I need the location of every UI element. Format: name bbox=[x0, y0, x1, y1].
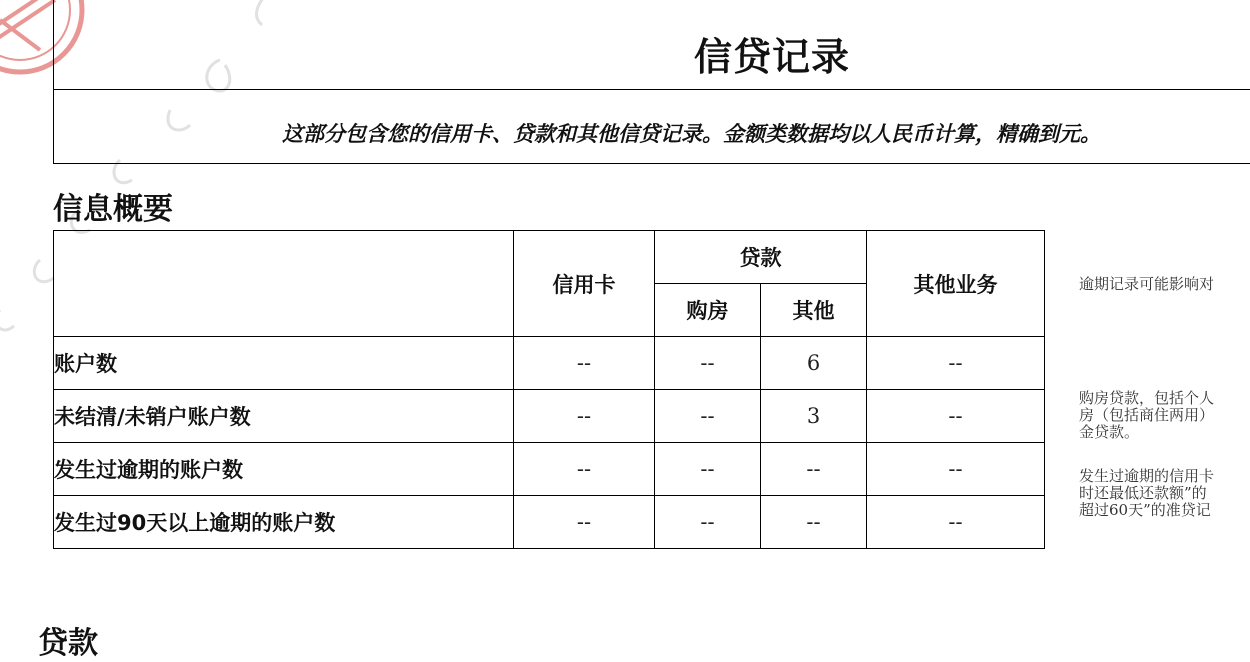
col-loan-housing: 购房 bbox=[655, 284, 761, 337]
cell-credit-card: -- bbox=[514, 496, 655, 549]
cell-credit-card: -- bbox=[514, 337, 655, 390]
header-description: 这部分包含您的信用卡、贷款和其他信贷记录。金额类数据均以人民币计算，精确到元。 bbox=[282, 121, 1101, 146]
note-housing-loan bbox=[1079, 390, 1250, 441]
header-blank-cell bbox=[54, 231, 514, 337]
cell-loan-other: -- bbox=[761, 443, 867, 496]
summary-table bbox=[53, 230, 1045, 549]
cell-other-business: -- bbox=[867, 496, 1045, 549]
col-loan: 贷款 bbox=[655, 231, 867, 284]
note-overdue-accounts bbox=[1079, 468, 1250, 519]
cell-credit-card: -- bbox=[514, 443, 655, 496]
cell-credit-card: -- bbox=[514, 390, 655, 443]
row-label: 未结清/未销户账户数 bbox=[54, 390, 514, 443]
col-other-business: 其他业务 bbox=[867, 231, 1045, 337]
credit-record-header bbox=[53, 0, 1250, 164]
note-line: 逾期记录可能影响对 bbox=[1079, 276, 1215, 293]
cell-other-business: -- bbox=[867, 390, 1045, 443]
header-title-row bbox=[54, 0, 1250, 90]
note-line: 时还最低还款额”的 bbox=[1079, 484, 1207, 502]
col-loan-other: 其他 bbox=[761, 284, 867, 337]
row-label: 发生过90天以上逾期的账户数 bbox=[54, 496, 514, 549]
page-title: 信贷记录 bbox=[694, 35, 851, 79]
note-line: 发生过逾期的信用卡 bbox=[1079, 468, 1215, 485]
cell-loan-housing: -- bbox=[655, 337, 761, 390]
summary-heading: 信息概要 bbox=[53, 192, 173, 227]
cell-other-business: -- bbox=[867, 443, 1045, 496]
cell-loan-housing: -- bbox=[655, 496, 761, 549]
cell-loan-other: 3 bbox=[761, 390, 867, 443]
table-row bbox=[54, 337, 1045, 390]
cell-loan-housing: -- bbox=[655, 390, 761, 443]
cell-loan-housing: -- bbox=[655, 443, 761, 496]
row-label: 账户数 bbox=[54, 337, 514, 390]
cell-loan-other: 6 bbox=[761, 337, 867, 390]
cell-loan-other: -- bbox=[761, 496, 867, 549]
loan-section-heading: 贷款 bbox=[38, 626, 98, 661]
table-row bbox=[54, 443, 1045, 496]
note-line: 金贷款。 bbox=[1079, 423, 1140, 441]
note-line: 购房贷款，包括个人 bbox=[1079, 390, 1215, 407]
table-header-row bbox=[54, 231, 1045, 284]
table-row bbox=[54, 496, 1045, 549]
cell-other-business: -- bbox=[867, 337, 1045, 390]
note-overdue-impact bbox=[1079, 276, 1250, 293]
row-label: 发生过逾期的账户数 bbox=[54, 443, 514, 496]
col-credit-card: 信用卡 bbox=[514, 231, 655, 337]
note-line: 房（包括商住两用） bbox=[1079, 406, 1215, 424]
note-line: 超过60天”的准贷记 bbox=[1079, 501, 1211, 519]
table-row bbox=[54, 390, 1045, 443]
